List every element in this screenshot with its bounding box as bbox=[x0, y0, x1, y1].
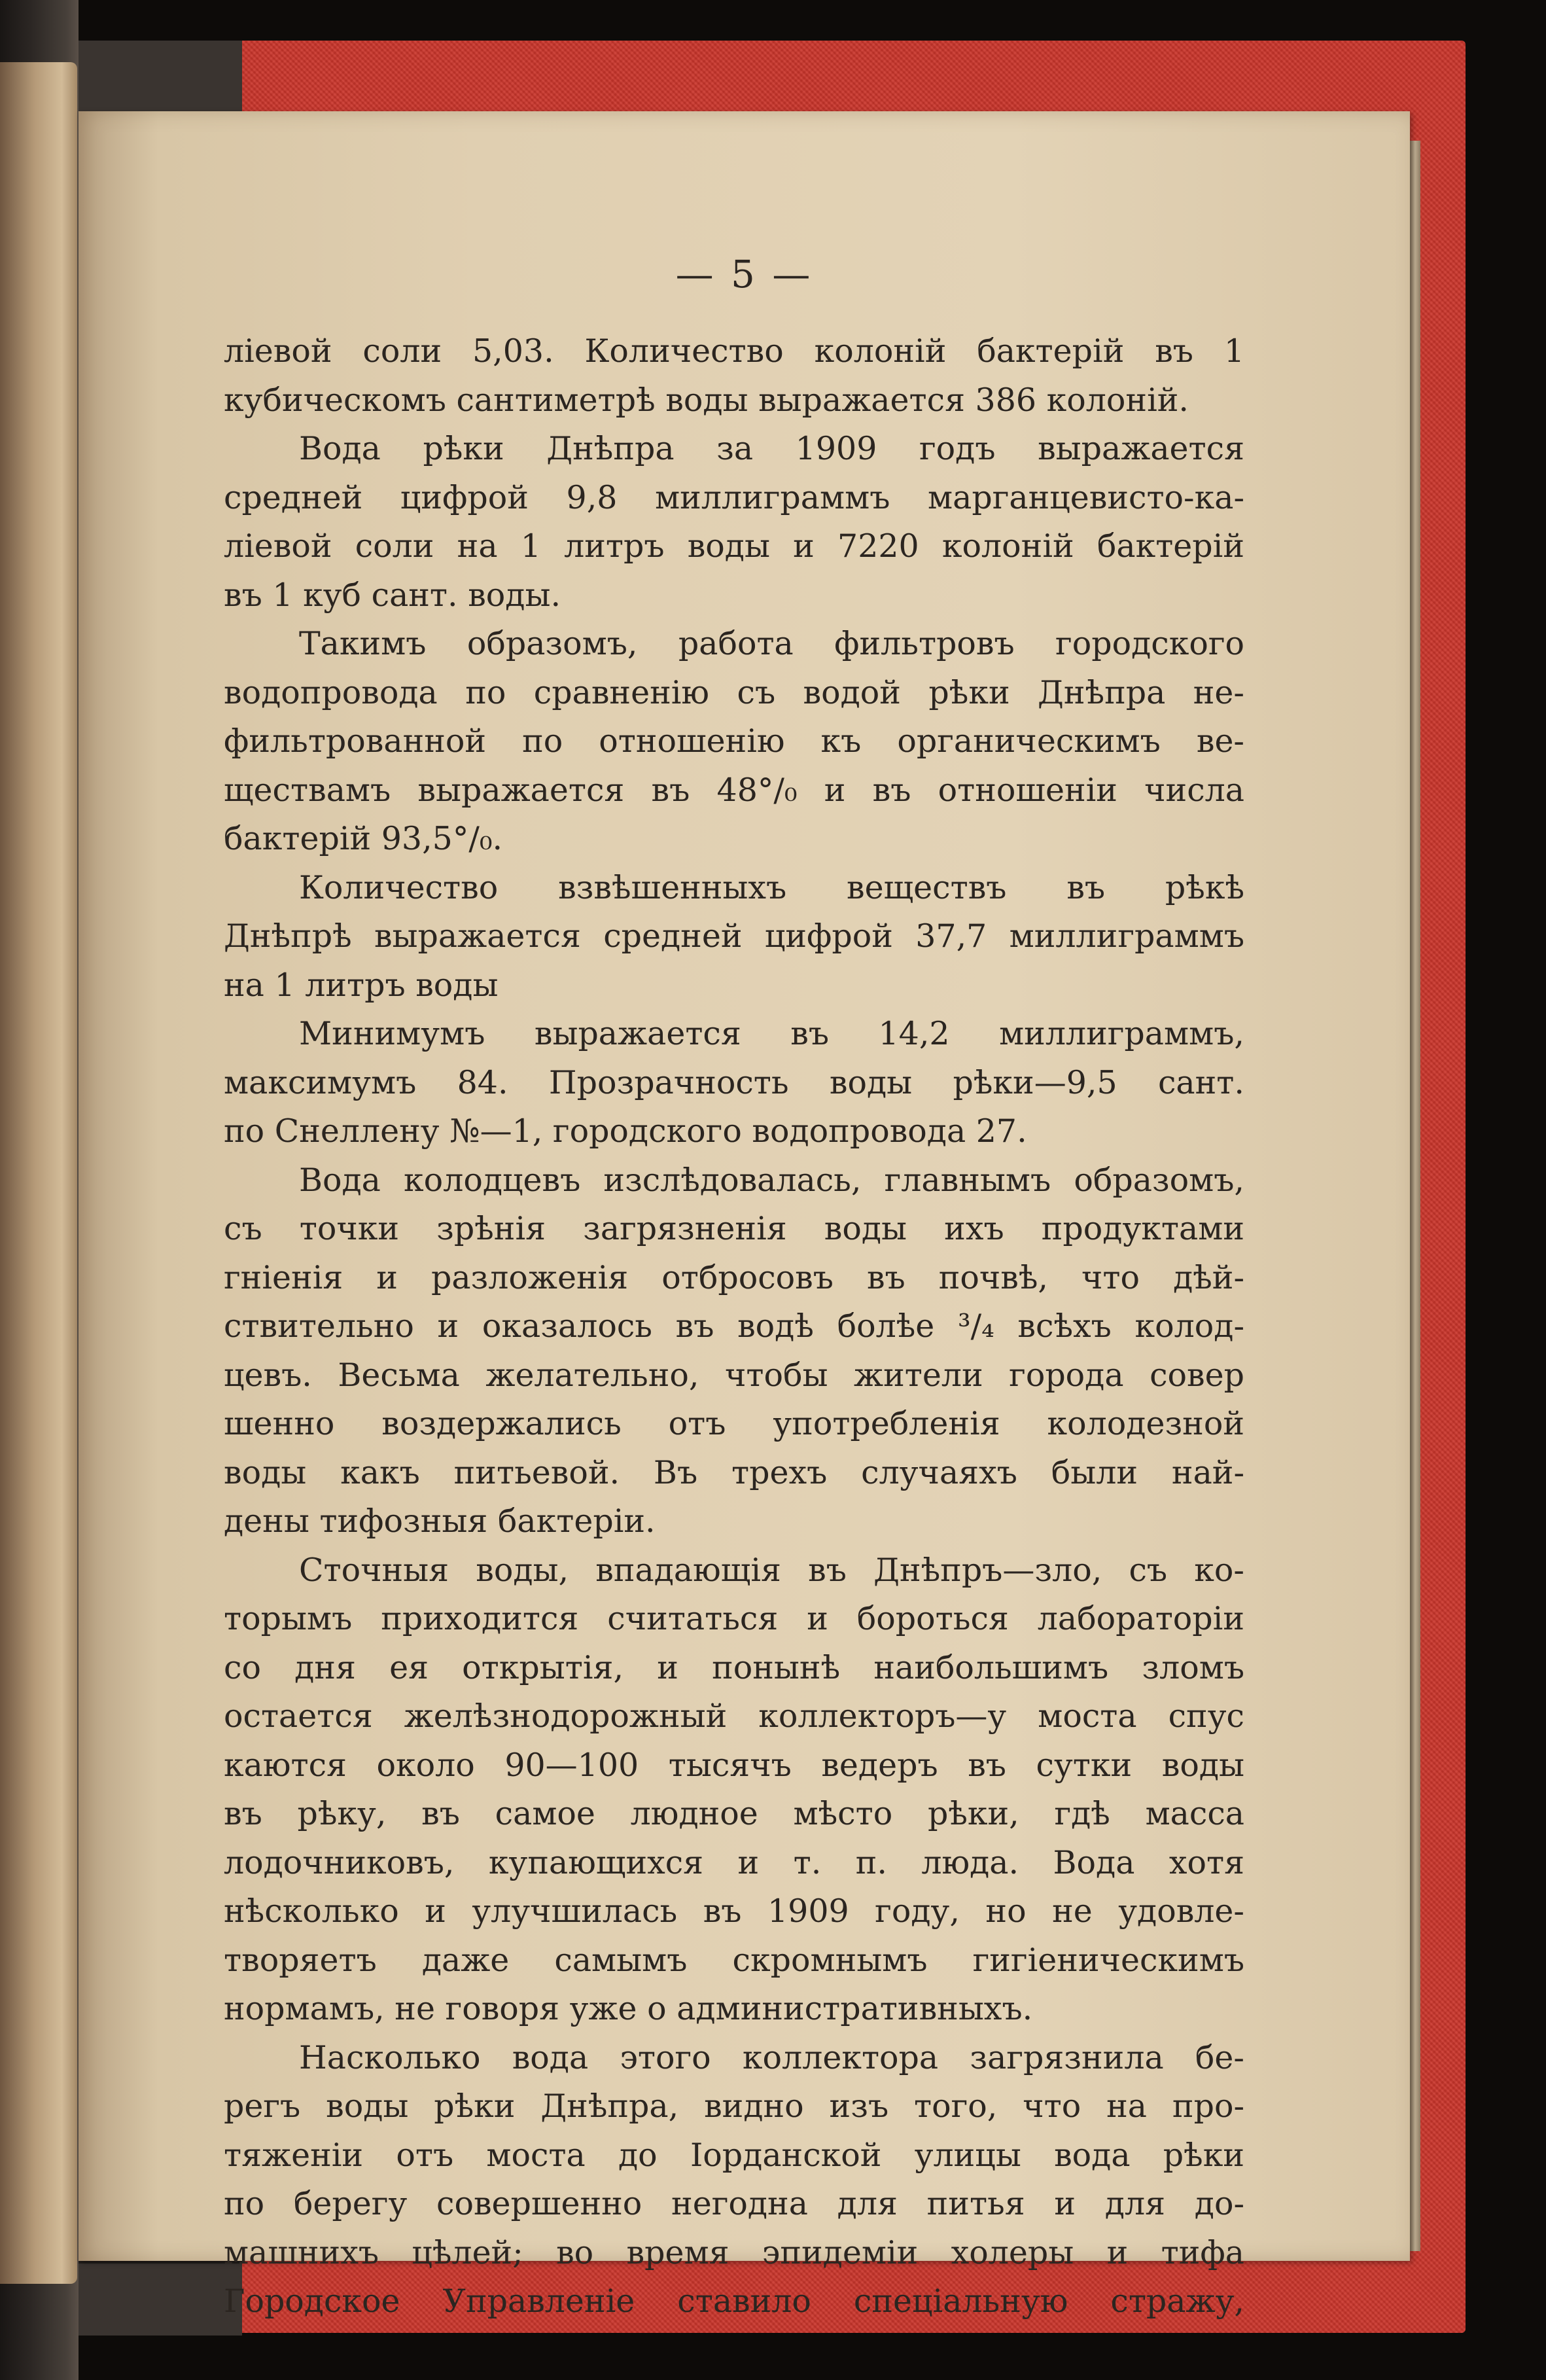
page-edge bbox=[1410, 141, 1420, 2251]
text-line: кубическомъ сантиметрѣ воды выражается 386 колоній. bbox=[224, 381, 1189, 419]
text-line: Вода колодцевъ изслѣдовалась, главнымъ образомъ, bbox=[299, 1161, 1244, 1199]
page-body-text bbox=[224, 327, 1244, 2326]
text-line: Сточныя воды, впадающія въ Днѣпръ—зло, съ ко- bbox=[299, 1551, 1244, 1589]
text-line: шенно воздержались отъ употребленія колодезной bbox=[224, 1405, 1244, 1442]
text-line: регъ воды рѣки Днѣпра, видно изъ того, что на про- bbox=[224, 2087, 1244, 2125]
text-line: остается желѣзнодорожный коллекторъ—у моста спус bbox=[224, 1697, 1244, 1735]
text-line: нѣсколько и улучшилась въ 1909 году, но не удовле- bbox=[224, 1892, 1244, 1930]
text-line: бактерій 93,5°/₀. bbox=[224, 820, 503, 857]
text-line: лiевой соли на 1 литръ воды и 7220 колоній бактерій bbox=[224, 527, 1244, 565]
text-line: каются около 90—100 тысячъ ведеръ въ сутки воды bbox=[224, 1746, 1244, 1784]
text-line: въ рѣку, въ самое людное мѣсто рѣки, гдѣ масса bbox=[224, 1795, 1244, 1832]
cloth-corner-bottom bbox=[79, 2261, 242, 2336]
text-line: по берегу совершенно негодна для питья и для до- bbox=[224, 2185, 1244, 2222]
text-line: Минимумъ выражается въ 14,2 миллиграммъ, bbox=[299, 1015, 1244, 1052]
book-page bbox=[79, 111, 1410, 2320]
text-line: съ точки зрѣнія загрязненія воды ихъ продуктами bbox=[224, 1210, 1244, 1247]
text-line: Вода рѣки Днѣпра за 1909 годъ выражается bbox=[299, 430, 1244, 467]
text-line: со дня ея открытія, и понынѣ наибольшимъ зломъ bbox=[224, 1648, 1244, 1686]
text-line: Днѣпрѣ выражается средней цифрой 37,7 миллиграммъ bbox=[224, 917, 1244, 955]
page-number: — 5 — bbox=[675, 252, 813, 296]
text-line: дены тифозныя бактеріи. bbox=[224, 1502, 656, 1540]
text-line: машнихъ цѣлей; во время эпидеміи холеры и тифа bbox=[224, 2233, 1244, 2271]
text-line: ствительно и оказалось въ водѣ болѣе ³/₄ всѣхъ колод- bbox=[224, 1307, 1244, 1345]
text-line: Городское Управленіе ставило спеціальную стражу, bbox=[224, 2282, 1244, 2320]
text-line: средней цифрой 9,8 миллиграммъ марганцевисто-ка- bbox=[224, 478, 1244, 516]
text-line: торымъ приходится считаться и бороться лабораторіи bbox=[224, 1600, 1244, 1637]
text-line: цевъ. Весьма желательно, чтобы жители города совер bbox=[224, 1356, 1244, 1394]
text-line: Такимъ образомъ, работа фильтровъ городского bbox=[299, 625, 1244, 662]
text-line: на 1 литръ воды bbox=[224, 966, 499, 1004]
text-line: гніенія и разложенія отбросовъ въ почвѣ, что дѣй- bbox=[224, 1258, 1244, 1296]
text-line: Насколько вода этого коллектора загрязнила бе- bbox=[299, 2038, 1244, 2076]
text-line: лодочниковъ, купающихся и т. п. люда. Вода хотя bbox=[224, 1843, 1244, 1881]
text-line: въ 1 куб сант. воды. bbox=[224, 576, 561, 614]
text-line: нормамъ, не говоря уже о административныхъ. bbox=[224, 1990, 1033, 2027]
text-line: по Снеллену №—1, городского водопровода 27. bbox=[224, 1112, 1027, 1150]
text-line: максимумъ 84. Прозрачность воды рѣки—9,5 сант. bbox=[224, 1063, 1244, 1101]
text-line: творяетъ даже самымъ скромнымъ гигіеническимъ bbox=[224, 1941, 1244, 1979]
cloth-corner-top bbox=[79, 41, 242, 115]
text-line: тяженіи отъ моста до Іорданской улицы вода рѣки bbox=[224, 2136, 1244, 2174]
text-line: Количество взвѣшенныхъ веществъ въ рѣкѣ bbox=[299, 868, 1244, 906]
text-line: ществамъ выражается въ 48°/₀ и въ отношеніи числа bbox=[224, 771, 1244, 809]
text-line: водопровода по сравненію съ водой рѣки Днѣпра не- bbox=[224, 673, 1244, 711]
text-line: воды какъ питьевой. Въ трехъ случаяхъ были най- bbox=[224, 1453, 1244, 1491]
text-line: фильтрованной по отношенію къ органическимъ ве- bbox=[224, 722, 1244, 760]
left-facing-page bbox=[0, 62, 77, 2284]
text-line: лiевой соли 5,03. Количество колоній бактерій въ 1 bbox=[224, 332, 1244, 370]
